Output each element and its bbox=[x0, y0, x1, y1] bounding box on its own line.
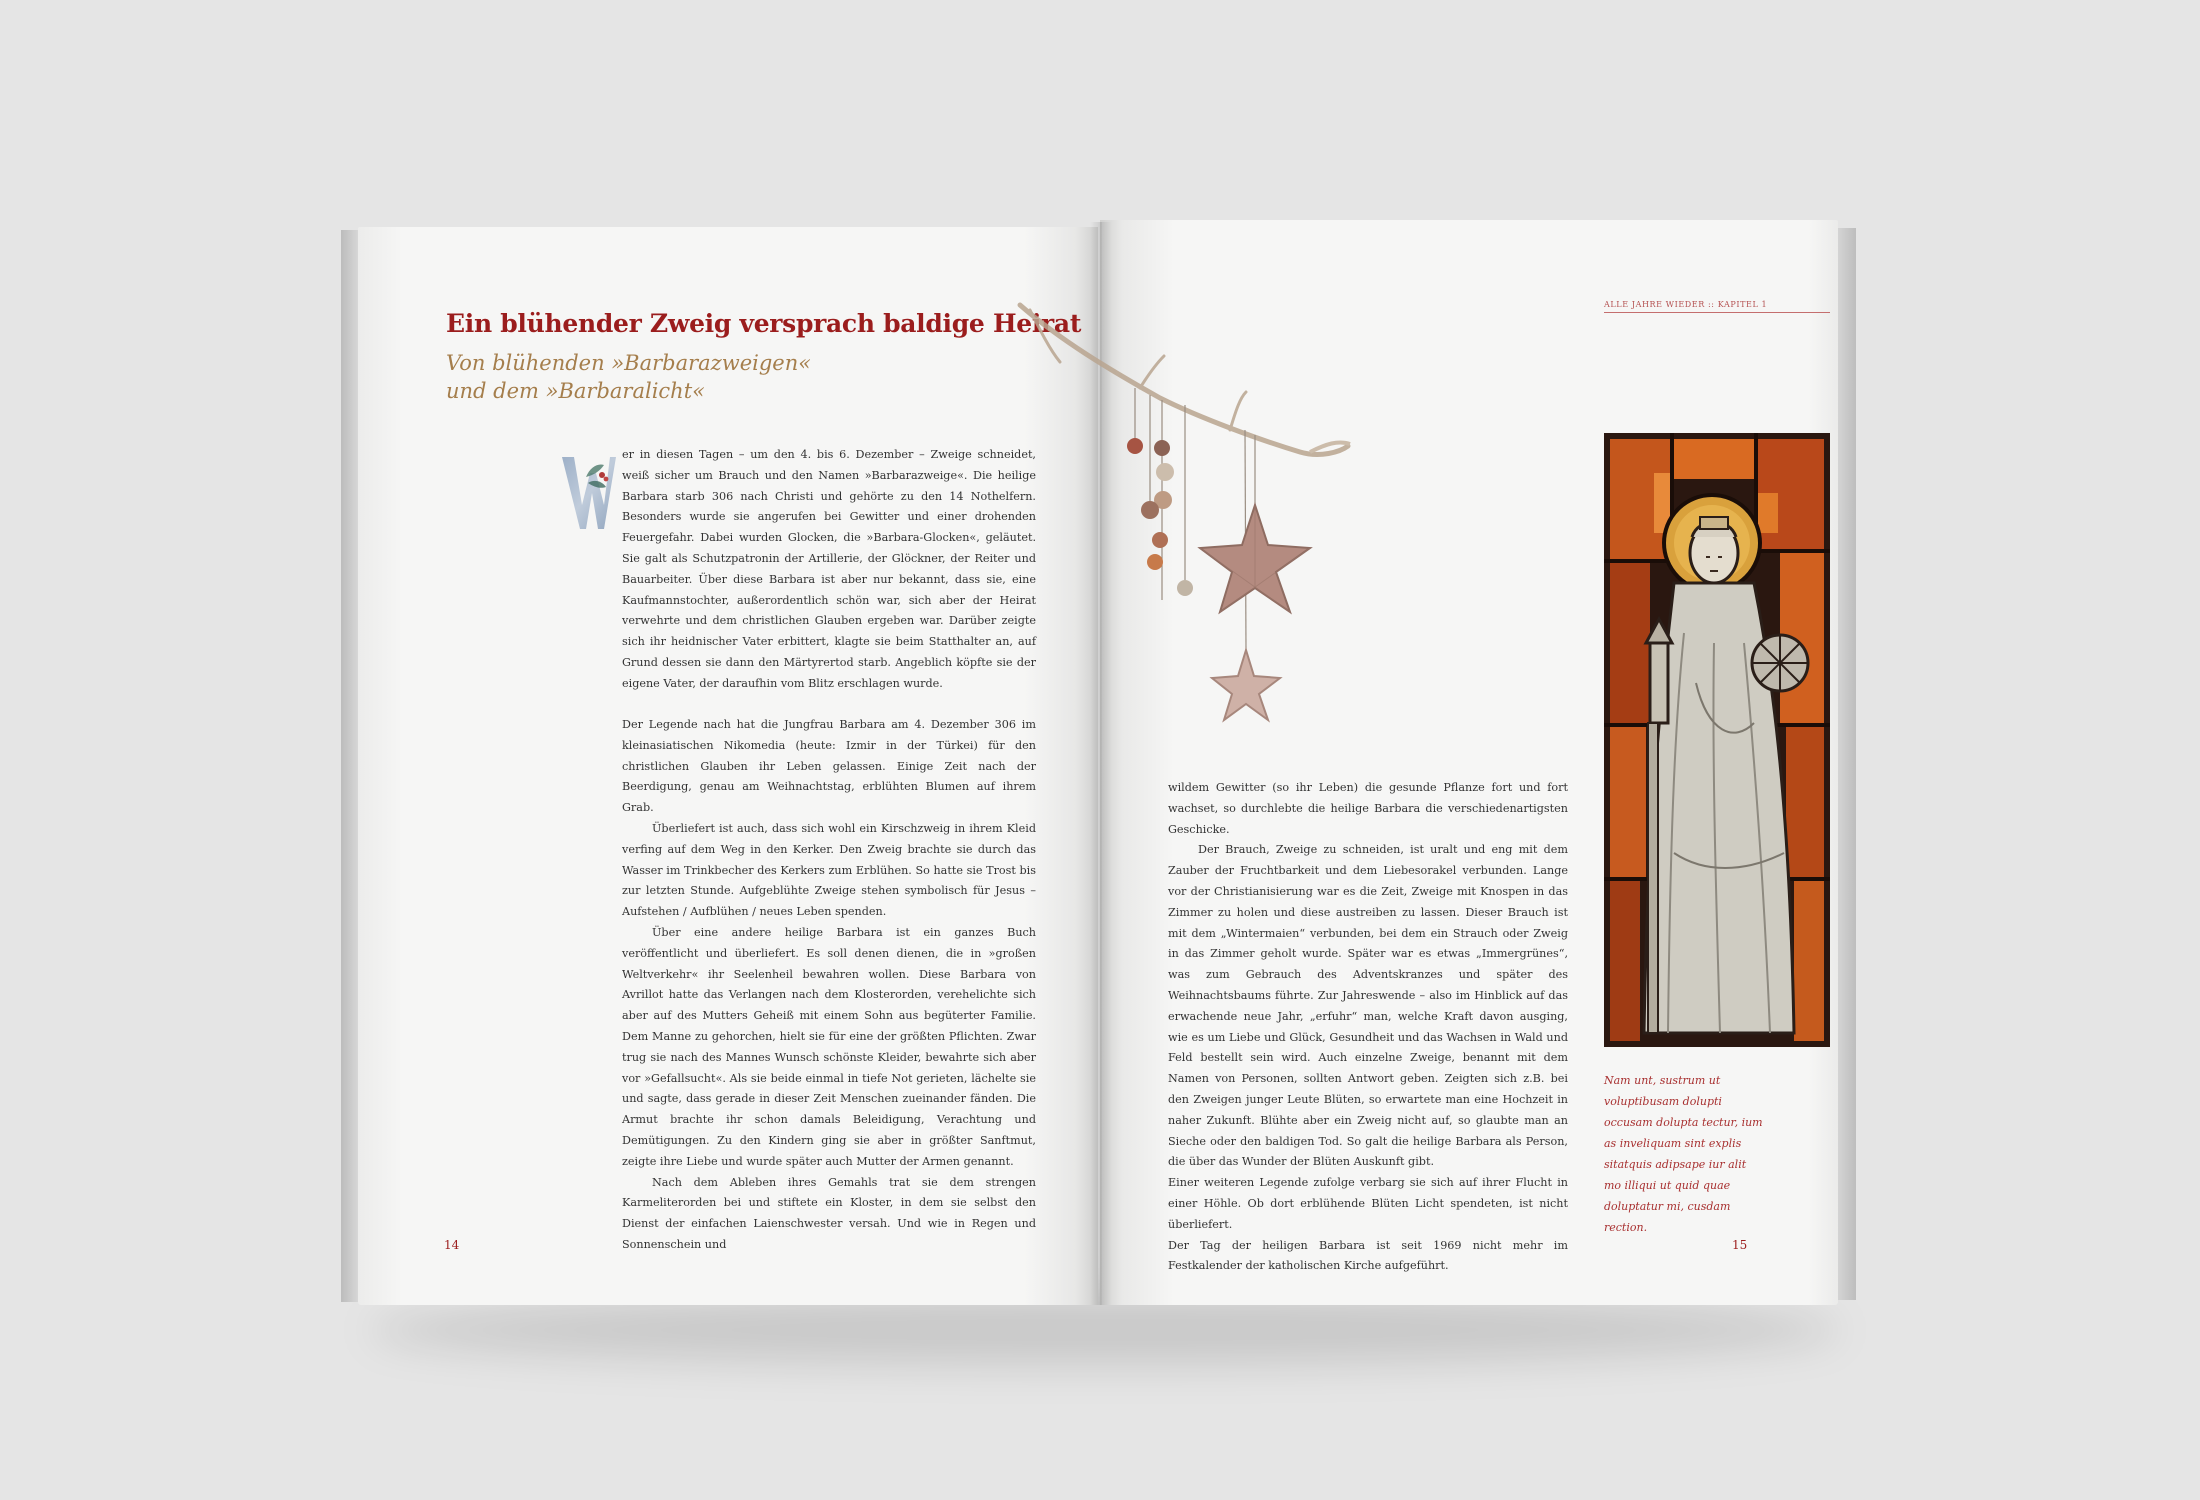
stained-glass-image bbox=[1604, 433, 1830, 1047]
body-paragraph: Der Legende nach hat die Jungfrau Barbara am 4. Dezember 306 im kleinasiatischen Nikomedia (heute: Izmir in der Türkei) für den christlichen Glauben ihr Leben gelassen. Einige Zeit nach der Beerdigung, genau am Weihnachtstag, erblühten Blumen auf ihrem Grab. bbox=[622, 718, 1036, 815]
book-shadow bbox=[370, 1295, 1840, 1365]
body-paragraph: Überliefert ist auch, dass sich wohl ein Kirschzweig in ihrem Kleid verfing auf dem Weg in den Kerker. Den Zweig brachte sie durch das Wasser im Trinkbecher des Kerkers zum Erblühen. So hatte sie Trost bis zur letzten Stunde. Aufgeblühte Zweige stehen symbolisch für Jesus – Aufstehen / Aufblühen / neues Leben spenden. bbox=[622, 821, 1036, 919]
book-spine-fold bbox=[1090, 222, 1112, 1305]
page-number-left: 14 bbox=[444, 1238, 460, 1252]
left-page-stack-edge bbox=[341, 230, 359, 1302]
body-paragraph: Der Tag der heiligen Barbara ist seit 1969 nicht mehr im Festkalender der katholischen Kirche aufgeführt. bbox=[1168, 1238, 1568, 1273]
left-body-text bbox=[622, 715, 1036, 1256]
chapter-title: Ein blühender Zweig versprach baldige Heirat bbox=[446, 309, 1082, 338]
body-paragraph: wildem Gewitter (so ihr Leben) die gesunde Pflanze fort und fort wachset, so durchlebte die heilige Barbara die verschiedenartigsten Geschicke. bbox=[1168, 781, 1568, 836]
chapter-subtitle bbox=[446, 349, 811, 405]
right-page bbox=[1100, 220, 1838, 1305]
page-number-right: 15 bbox=[1732, 1238, 1748, 1252]
intro-text: er in diesen Tagen – um den 4. bis 6. Dezember – Zweige schneidet, weiß sicher um Brauch und den Namen »Barbarazweige«. Die heilige Barbara starb 306 nach Christi und gehörte zu den 14 Nothelfern. Besonders wurde sie angerufen bei Gewitter und einer drohenden Feuergefahr. Dabei wurden Glocken, die »Barbara-Glocken«, geläutet. Sie galt als Schutzpatronin der Artillerie, der Glöckner, der Reiter und Bauarbeiter. Über diese Barbara ist aber nur bekannt, dass sie, eine Kaufmannstochter, außerordentlich schön war, sich aber der Heirat verwehrte und dem christlichen Glauben ergeben war. Darüber zeigte sich ihr heidnischer Vater erbittert, klagte sie beim Statthalter an, auf Grund dessen sie dann den Märtyrertod starb. Angeblich köpfte sie der eigene Vater, der daraufhin vom Blitz erschlagen wurde. bbox=[622, 448, 1036, 690]
subtitle-line-2: und dem »Barbaralicht« bbox=[446, 379, 705, 403]
right-page-stack-edge bbox=[1838, 228, 1856, 1300]
body-paragraph: Nach dem Ableben ihres Gemahls trat sie dem strengen Karmeliterorden bei und stiftete ein Kloster, in dem sie selbst den Dienst der einfachen Laienschwester versah. Und wie in Regen und Sonnenschein und bbox=[622, 1175, 1036, 1251]
right-body-text bbox=[1168, 778, 1568, 1277]
body-paragraph: Einer weiteren Legende zufolge verbarg sie sich auf ihrer Flucht in einer Höhle. Ob dort erblühende Blüten Licht spendeten, ist nicht überliefert. bbox=[1168, 1176, 1568, 1231]
running-head: ALLE JAHRE WIEDER :: KAPITEL 1 bbox=[1604, 300, 1830, 313]
subtitle-line-1: Von blühenden »Barbarazweigen« bbox=[446, 351, 812, 375]
dropcap-w-icon bbox=[560, 453, 616, 533]
left-page bbox=[358, 227, 1098, 1305]
intro-paragraph bbox=[622, 445, 1036, 695]
body-paragraph: Über eine andere heilige Barbara ist ein ganzes Buch veröffentlicht und überliefert. Es soll denen dienen, die in »großen Weltverkehr« ihr Seelenheil bewahren wollen. Diese Barbara von Avrillot hatte das Verlangen nach dem Klosterorden, verehelichte sich aber auf des Mutters Geheiß mit einem Sohn aus begüterter Familie. Dem Manne zu gehorchen, hielt sie für eine der größten Pflichten. Zwar trug sie nach des Mannes Wunsch schönste Kleider, bewahrte sich aber vor »Gefallsucht«. Als sie beide einmal in tiefe Not gerieten, lächelte sie und sagte, dass gerade in dieser Zeit Menschen zueinander fänden. Die Armut brachte ihr schon damals Beleidigung, Verachtung und Demütigungen. Zu den Kindern ging sie aber in größter Sanftmut, zeigte ihre Liebe und wurde später auch Mutter der Armen genannt. bbox=[622, 925, 1036, 1168]
body-paragraph: Der Brauch, Zweige zu schneiden, ist uralt und eng mit dem Zauber der Fruchtbarkeit und dem Liebesorakel verbunden. Lange vor der Christianisierung war es die Zeit, Zweige mit Knospen in das Zimmer zu holen und diese austreiben zu lassen. Dieser Brauch ist mit dem „Wintermaien“ verbunden, bei dem ein Strauch oder Zweig in das Zimmer geholt wurde. Später war es etwas „Immergrünes“, was zum Gebrauch des Adventskranzes und später des Weihnachtsbaums führte. Zur Jahreswende – also im Hinblick auf das erwachende neue Jahr, „erfuhr“ man, welche Kraft davon ausging, wie es um Liebe und Glück, Gesundheit und das Wachsen in Wald und Feld bestellt sein wird. Auch einzelne Zweige, benannt mit dem Namen von Personen, sollten Antwort geben. Zeigten sich z.B. bei den Zweigen junger Leute Blüten, so erwartete man eine Hochzeit in naher Zukunft. Blühte aber ein Zweig nicht auf, so glaubte man an Sieche oder den baldigen Tod. So galt die heilige Barbara als Person, die über das Wunder der Blüten Auskunft gibt. bbox=[1168, 843, 1568, 1169]
image-caption: Nam unt, sustrum ut voluptibusam dolupti occusam dolupta tectur, ium as inveliquam sint explis sitatquis adipsape iur alit mo illiqui ut quid quae doluptatur mi, cusdam rection. bbox=[1604, 1074, 1763, 1234]
